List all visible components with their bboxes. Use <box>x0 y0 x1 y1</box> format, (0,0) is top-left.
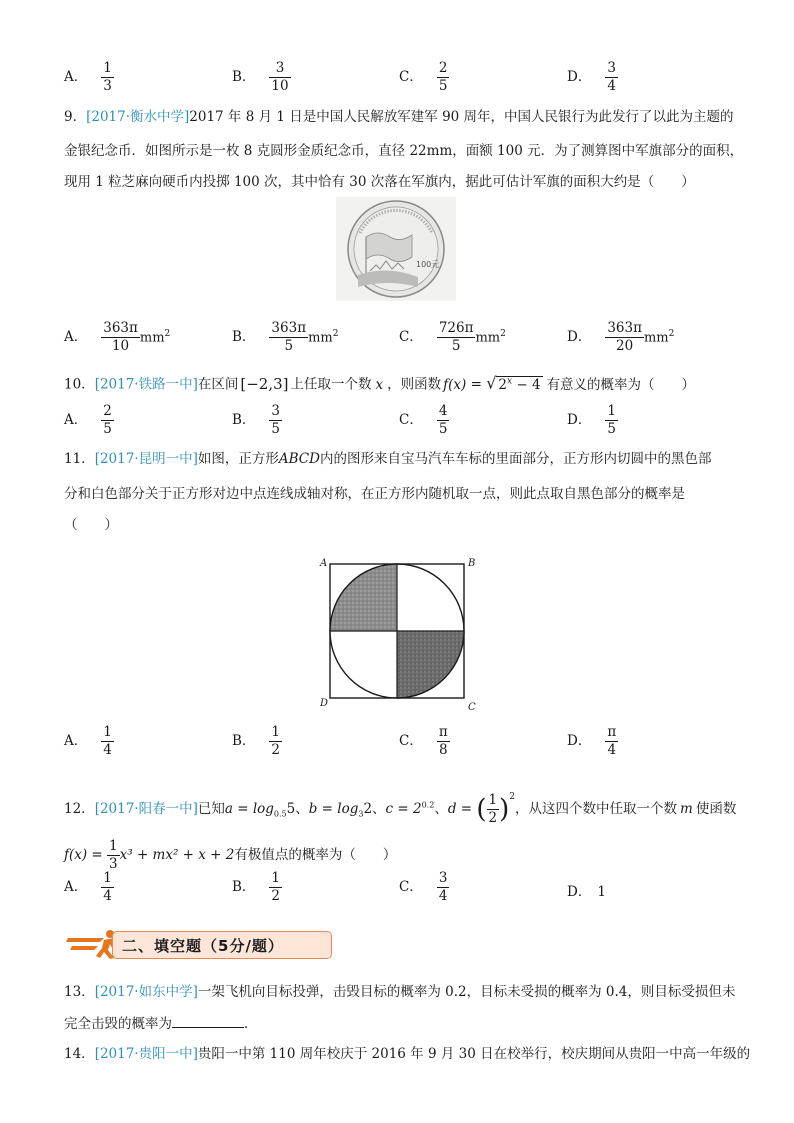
base: 2 <box>498 376 507 393</box>
question-number: 14． <box>64 1046 95 1062</box>
fraction <box>437 320 476 355</box>
section-header <box>64 928 328 960</box>
numerator: 1 <box>103 870 112 886</box>
separator: 、 <box>372 801 386 817</box>
fraction <box>605 320 644 355</box>
q11-line-1 <box>64 449 711 469</box>
denominator: 2 <box>271 888 281 904</box>
denominator: 10 <box>101 337 140 355</box>
numerator: 1 <box>109 838 118 854</box>
fraction <box>437 724 450 759</box>
denominator: 4 <box>438 888 448 904</box>
question-text: 已知 <box>197 801 225 817</box>
question-number: 9． <box>64 109 87 125</box>
vertex-label-c: C <box>468 702 476 713</box>
question-text: （ ） <box>64 517 118 533</box>
sqrt-sign: √ <box>486 373 497 393</box>
question-source: [2017·如东中学] <box>94 984 198 1000</box>
numerator: 1 <box>103 724 112 740</box>
fraction <box>269 724 282 759</box>
function-name: f(x) <box>443 376 467 393</box>
q8-option-a <box>64 60 114 95</box>
numerator: 363π <box>103 320 138 336</box>
denominator: 5 <box>438 78 448 94</box>
fraction <box>101 403 114 438</box>
question-text: 如图，正方形 <box>197 451 279 467</box>
denominator: 2 <box>271 742 281 758</box>
q9-line-2 <box>64 141 743 161</box>
numerator: 4 <box>438 403 448 419</box>
option-letter: B． <box>232 69 256 85</box>
equals-sign: = <box>466 376 487 393</box>
q9-option-c <box>399 320 506 355</box>
section-title: 二、填空题（5分/题） <box>122 937 284 955</box>
denominator: 4 <box>103 742 112 758</box>
option-letter: D． <box>567 69 592 85</box>
b-log-arg: 2 <box>363 801 373 817</box>
denominator: 5 <box>438 421 448 437</box>
question-text: 有极值点的概率为（ ） <box>234 847 397 863</box>
d-exponent: 2 <box>509 792 516 802</box>
right-paren: ) <box>499 794 510 825</box>
q12-line-1 <box>64 787 736 827</box>
q12-option-b <box>232 870 282 905</box>
option-letter: B． <box>232 879 256 895</box>
unit-text: mm <box>308 330 333 346</box>
unit <box>308 329 338 345</box>
square-name: ABCD <box>278 451 320 467</box>
left-paren: ( <box>476 794 487 825</box>
fraction <box>605 403 618 438</box>
answer-blank[interactable] <box>172 1013 244 1028</box>
question-text: 2017 年 8 月 1 日是中国人民解放军建军 90 周年，中国人民银行为此发行了以此为主题的 <box>189 109 734 125</box>
q8-option-b <box>232 60 291 95</box>
numerator: 726π <box>438 320 474 336</box>
fraction <box>605 724 618 759</box>
question-source: [2017·昆明一中] <box>94 451 198 467</box>
fraction <box>269 870 282 905</box>
fraction <box>101 724 114 759</box>
question-source: [2017·阳春一中] <box>94 801 198 817</box>
option-letter: D． <box>567 412 592 428</box>
question-text: 分和白色部分关于正方形对边中点连线成轴对称，在正方形内随机取一点，则此点取自黑色部分的概率是 <box>64 486 685 502</box>
q12-option-c <box>399 870 449 905</box>
numerator: 1 <box>607 403 616 419</box>
numerator: 363π <box>271 320 307 336</box>
fraction <box>437 60 450 95</box>
fraction <box>437 870 450 905</box>
q11-option-a <box>64 724 114 759</box>
question-source: [2017·铁路一中] <box>94 376 198 393</box>
q9-line-1 <box>64 107 734 127</box>
vertex-label-b: B <box>468 558 476 569</box>
q9-option-b <box>232 320 338 355</box>
unit-exponent: 2 <box>164 329 171 340</box>
option-letter: B． <box>232 412 256 428</box>
radicand-rest: − 4 <box>512 376 541 393</box>
vertex-label-d: D <box>320 698 329 709</box>
question-text: 有意义的概率为（ ） <box>546 376 696 393</box>
option-letter: C． <box>399 412 423 428</box>
denominator: 20 <box>605 337 644 355</box>
question-text: ，则函数 <box>387 376 442 393</box>
d-definition: d = <box>447 801 477 817</box>
numerator: 1 <box>271 724 281 740</box>
unit-exponent: 2 <box>500 329 506 340</box>
c-exponent: 0.2 <box>421 800 435 810</box>
fraction <box>269 320 308 355</box>
question-text: 完全击毁的概率为 <box>64 1016 172 1032</box>
unit-exponent: 2 <box>668 329 675 340</box>
q12-line-2 <box>64 838 396 873</box>
fraction <box>101 320 140 355</box>
option-letter: D． <box>567 733 592 749</box>
numerator: 363π <box>607 320 642 336</box>
unit <box>475 329 505 345</box>
b-definition: b = log <box>308 801 359 817</box>
q9-option-a <box>64 320 170 355</box>
unit <box>644 329 674 345</box>
d-fraction <box>487 792 500 827</box>
denominator: 2 <box>488 810 498 826</box>
numerator: 2 <box>103 403 112 419</box>
q10-option-c <box>399 403 449 438</box>
q9-option-d <box>567 320 674 355</box>
denominator: 5 <box>271 421 281 437</box>
separator: 、 <box>295 801 309 817</box>
fraction <box>101 60 114 95</box>
denominator: 4 <box>103 888 112 904</box>
option-letter: A． <box>64 733 88 749</box>
option-letter: C． <box>399 733 423 749</box>
option-letter: A． <box>64 412 88 428</box>
question-text: 现用 1 粒芝麻向硬币内投掷 100 次，其中恰有 30 次落在军旗内，据此可估计军旗的面积大约是（ ） <box>64 174 695 190</box>
numerator: 3 <box>271 403 281 419</box>
q8-option-d <box>567 60 618 95</box>
exponent: x <box>507 376 513 386</box>
function-rest: x³ + mx² + x + 2 <box>119 847 235 863</box>
numerator: π <box>438 724 448 740</box>
unit-text: mm <box>139 330 165 346</box>
question-number: 12． <box>64 801 95 817</box>
q11-option-d <box>567 724 618 759</box>
denominator: 8 <box>437 741 450 759</box>
option-letter: B． <box>232 733 256 749</box>
q13-line-2 <box>64 1013 258 1034</box>
numerator: 1 <box>488 792 498 808</box>
question-source: [2017·衡水中学] <box>86 109 190 125</box>
option-value: 1 <box>597 884 606 900</box>
sqrt-radicand <box>496 376 542 393</box>
q10-option-b <box>232 403 282 438</box>
q11-line-3 <box>64 515 118 535</box>
numerator: 1 <box>271 870 281 886</box>
a-log-arg: 5 <box>286 801 296 817</box>
unit-text: mm <box>643 330 669 346</box>
question-number: 10． <box>64 376 95 393</box>
function-lhs: f(x) = <box>64 847 108 863</box>
question-text: 使函数 <box>695 801 737 817</box>
option-letter: A． <box>64 69 88 85</box>
q10-line-1 <box>64 371 695 395</box>
variable-m: m <box>680 801 693 817</box>
numerator: 3 <box>607 60 616 76</box>
q8-option-c <box>399 60 449 95</box>
q9-line-3 <box>64 172 695 192</box>
option-letter: C． <box>399 329 423 345</box>
denominator: 10 <box>271 78 289 94</box>
q12-option-d <box>567 880 606 900</box>
fraction <box>437 403 450 438</box>
option-letter: C． <box>399 69 423 85</box>
a-definition: a = log <box>224 801 274 817</box>
denominator: 5 <box>607 421 616 437</box>
denominator: 3 <box>103 78 112 94</box>
a-log-base: 0.5 <box>273 809 287 819</box>
question-text: ，从这四个数中任取一个数 <box>515 801 678 817</box>
fraction <box>269 60 290 95</box>
option-letter: C． <box>399 879 423 895</box>
option-letter: B． <box>232 329 256 345</box>
coin-denomination: 100元 <box>416 260 440 269</box>
denominator: 5 <box>269 337 308 355</box>
denominator: 5 <box>103 421 112 437</box>
separator: 、 <box>434 801 448 817</box>
unit-text: mm <box>475 330 501 346</box>
question-text: ． <box>244 1016 258 1032</box>
question-text: 金银纪念币．如图所示是一枚 8 克圆形金质纪念币，直径 22mm，面额 100 元．为了测算图中军旗部分的面积， <box>64 143 744 159</box>
option-letter: D． <box>567 329 592 345</box>
q13-line-1 <box>64 982 735 1002</box>
question-source: [2017·贵阳一中] <box>94 1046 198 1062</box>
denominator: 4 <box>605 741 618 759</box>
option-letter: A． <box>64 879 88 895</box>
option-letter: A． <box>64 329 88 345</box>
question-text: 一架飞机向目标投弹，击毁目标的概率为 0.2，目标未受损的概率为 0.4，则目标受损但未 <box>197 984 736 1000</box>
question-text: 在区间 <box>197 376 239 393</box>
q10-option-a <box>64 403 114 438</box>
b-log-base: 3 <box>358 809 364 819</box>
c-definition: c = 2 <box>385 801 422 817</box>
unit-exponent: 2 <box>332 329 339 340</box>
question-number: 11． <box>64 451 95 467</box>
commemorative-coin-image <box>336 197 456 301</box>
denominator: 4 <box>607 78 616 94</box>
vertex-label-a: A <box>320 558 328 569</box>
question-text: 贵阳一中第 110 周年校庆于 2016 年 9 月 30 日在校举行，校庆期间从贵阳一中高一年级的 <box>197 1046 751 1062</box>
denominator: 5 <box>437 337 476 355</box>
numerator: 1 <box>103 60 112 76</box>
variable: x <box>375 376 384 393</box>
question-text: 内的图形来自宝马汽车车标的里面部分，正方形内切圆中的黑色部 <box>319 451 712 467</box>
f-fraction <box>107 838 120 873</box>
denominator: 3 <box>109 856 118 872</box>
q11-option-c <box>399 724 450 759</box>
q12-option-a <box>64 870 114 905</box>
q10-option-d <box>567 403 618 438</box>
question-number: 13． <box>64 984 95 1000</box>
numerator: 3 <box>438 870 448 886</box>
unit <box>140 329 170 345</box>
fraction <box>269 403 282 438</box>
q14-line-1 <box>64 1044 750 1064</box>
numerator: π <box>607 724 617 740</box>
numerator: 3 <box>275 60 285 76</box>
question-text: 上任取一个数 <box>290 376 372 393</box>
fraction <box>101 870 114 905</box>
q11-line-2 <box>64 484 685 504</box>
square-circle-figure <box>316 554 482 714</box>
q11-option-b <box>232 724 282 759</box>
option-letter: D． <box>567 884 592 900</box>
interval: [−2,3] <box>240 374 289 393</box>
fraction <box>605 60 618 95</box>
numerator: 2 <box>438 60 448 76</box>
